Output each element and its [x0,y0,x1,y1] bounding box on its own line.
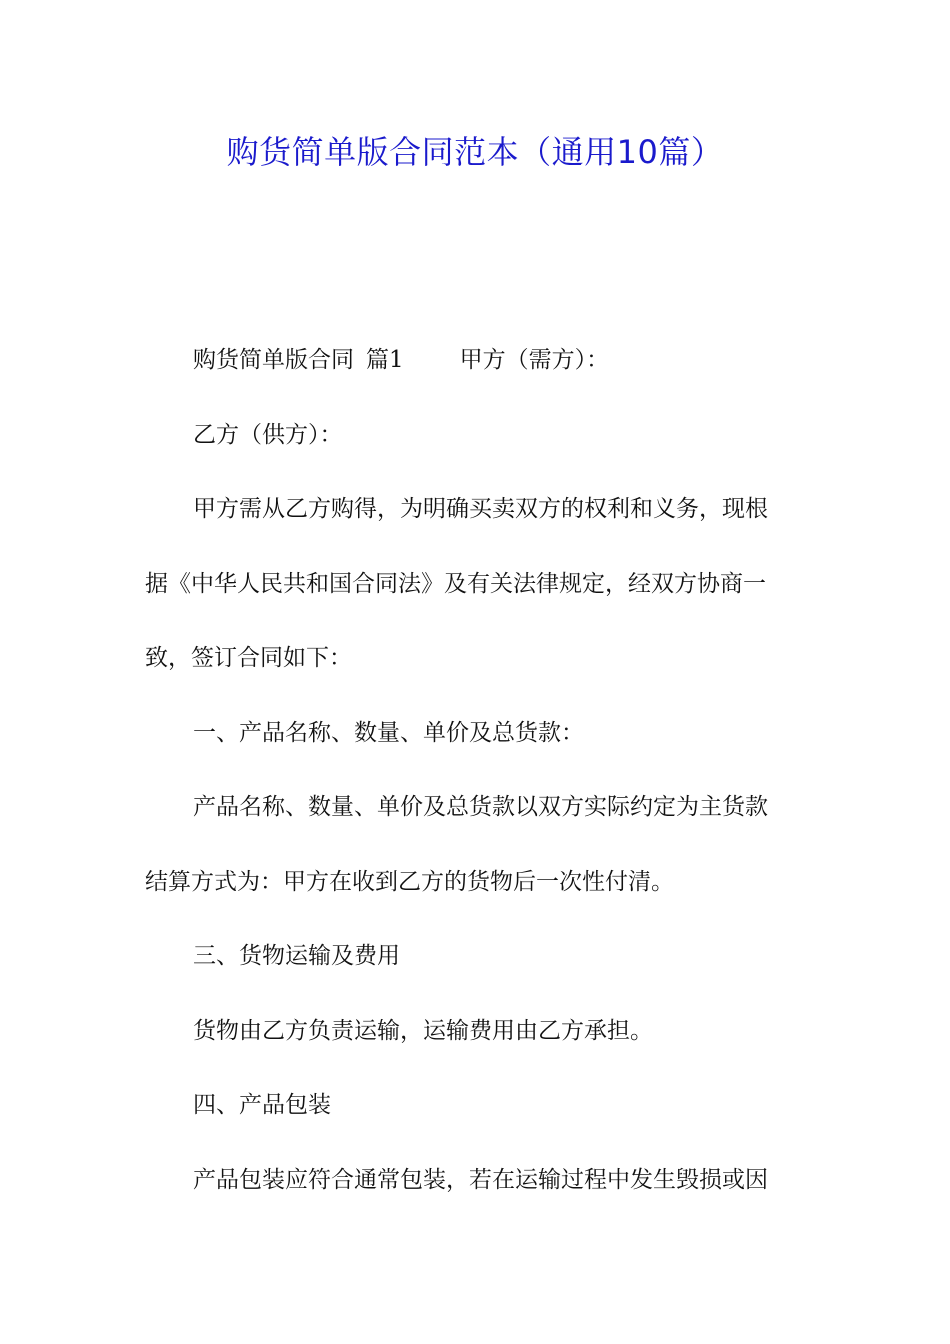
document-body [145,336,815,1230]
paragraph-line: 产品包装应符合通常包装，若在运输过程中发生毁损或因 [193,1166,768,1193]
contract-heading-line [145,336,815,411]
party-b-label: 乙方（供方）： [193,421,343,448]
paragraph-line: 甲方需从乙方购得，为明确买卖双方的权利和义务，现根 [193,496,768,522]
paragraph-line: 致，签订合同如下： [145,645,352,671]
section-heading: 三、货物运输及费用 [193,943,400,969]
paragraph-line: 产品名称、数量、单价及总货款以双方实际约定为主货款 [193,794,768,820]
party-a-label: 甲方（需方）： [459,347,610,373]
paragraph-line: 据《中华人民共和国合同法》及有关法律规定，经双方协商一 [145,570,766,597]
paragraph-line: 结算方式为：甲方在收到乙方的货物后一次性付清。 [145,868,674,895]
contract-number: 篇1 [366,347,404,373]
paragraph-line: 货物由乙方负责运输，运输费用由乙方承担。 [193,1017,653,1044]
contract-heading: 购货简单版合同 [193,347,354,373]
section-heading: 四、产品包装 [193,1092,331,1118]
section-heading: 一、产品名称、数量、单价及总货款： [193,719,584,746]
document-title: 购货简单版合同范本（通用10篇） [226,133,724,171]
